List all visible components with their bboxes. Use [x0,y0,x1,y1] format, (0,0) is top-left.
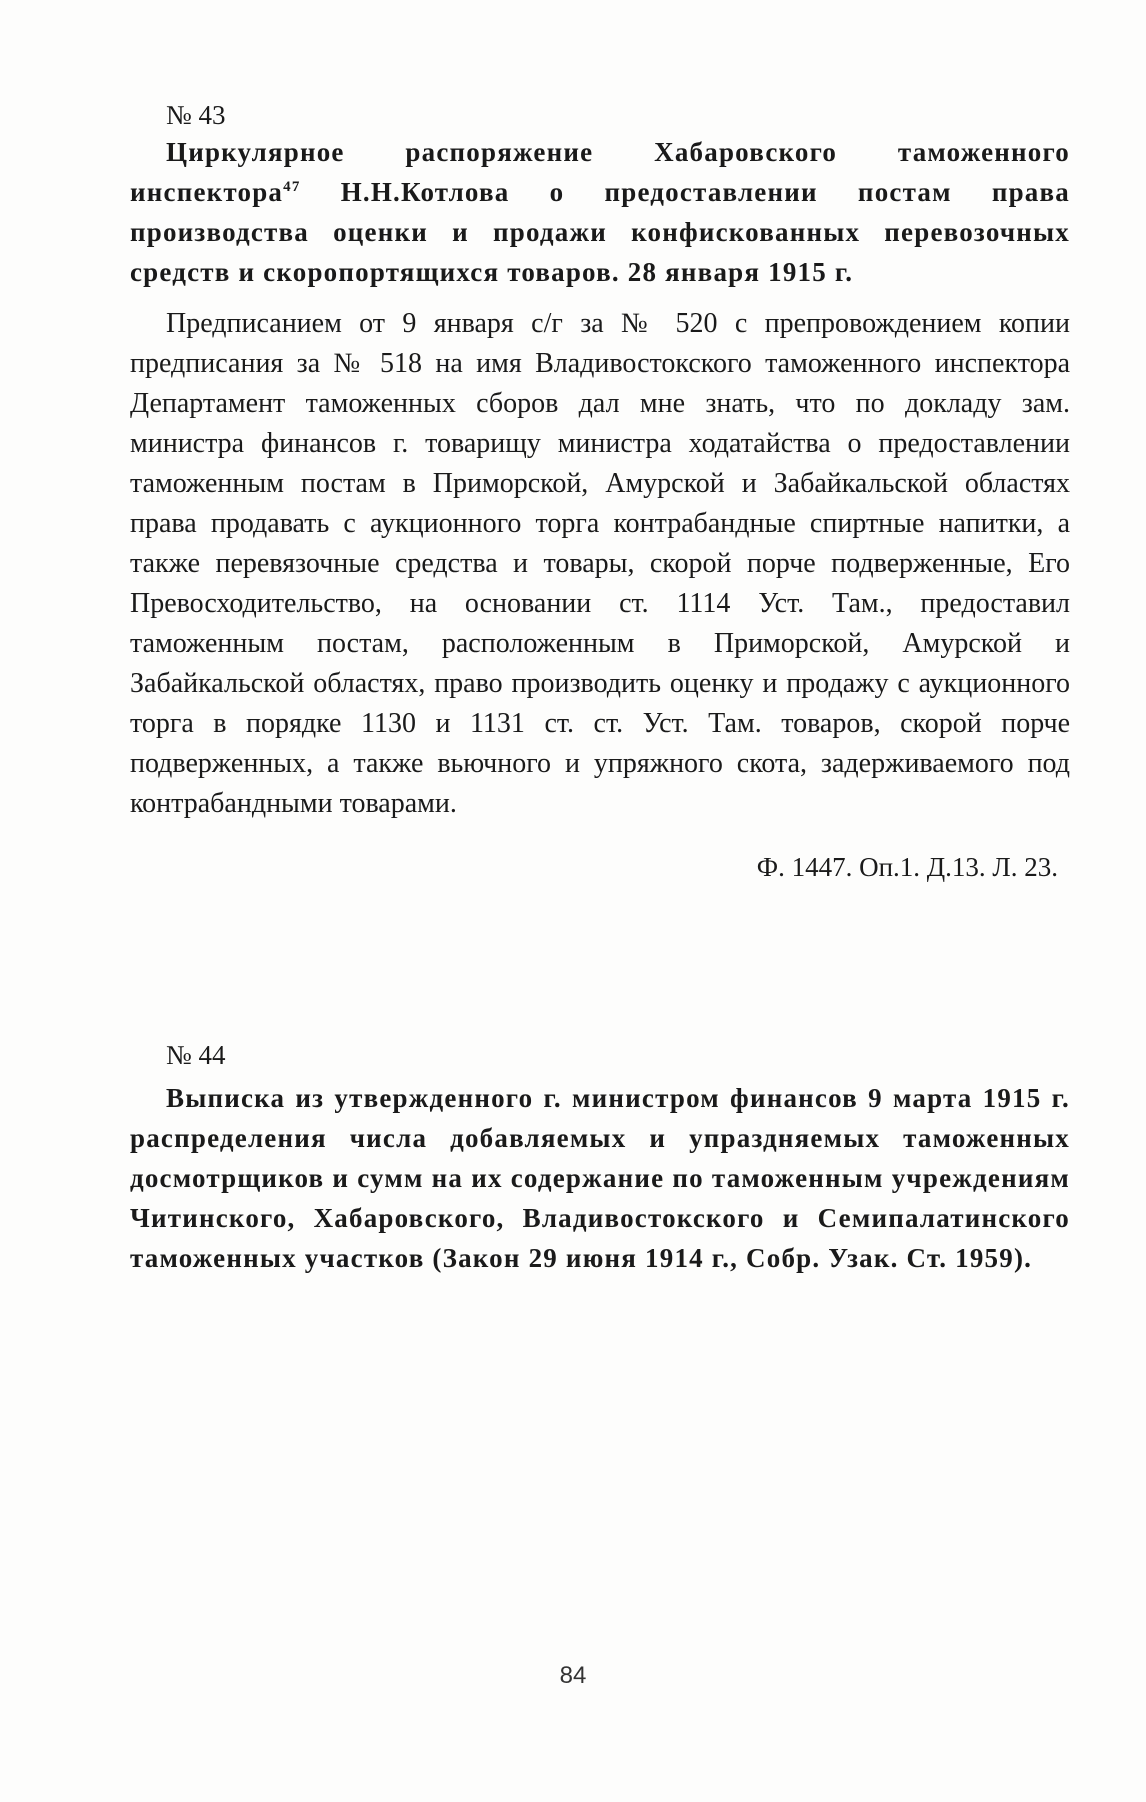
page-number: 84 [559,1662,587,1689]
document-title: Выписка из утвержденного г. министром финансов 9 марта 1915 г. распределения числа добавляемых и упраздняемых таможенных досмотрщиков и сумм на их содержание по таможенным учреждениям Читинского, Хабаровского, Владивостокского и Семипалатинского таможенных участков (Закон 29 июня 1914 г., Собр. Узак. Ст. 1959). [130,1083,1070,1273]
document-43 [130,98,1070,884]
document-44 [130,1038,1070,1278]
title-text-part2: Н.Н.Котлова о предоставлении постам права производства оценки и продажи конфискованных перевозочных средств и скоропортящихся товаров. 28 января 1915 г. [130,177,1070,287]
title-text-part1: Циркулярное распоряжение Хабаровского таможенного инспектора [130,137,1070,207]
document-number: № 44 [166,1040,226,1070]
footnote-marker: 47 [283,179,301,195]
document-body: Предписанием от 9 января с/г за № 520 с препровождением копии предписания за № 518 на имя Владивостокского таможенного инспектора Департамент таможенных сборов дал мне знать, что по докладу зам. министра финансов г. товарищу министра ходатайства о предоставлении таможенным постам в Приморской, Амурской и Забайкальской областях права продавать с аукционного торга контрабандные спиртные напитки, а также перевязочные средства и товары, скорой порче подверженные, Его Превосходительство, на основании ст. 1114 Уст. Там., предоставил таможенным постам, расположенным в Приморской, Амурской и Забайкальской областях, право производить оценку и продажу с аукционного торга в порядке 1130 и 1131 ст. ст. Уст. Там. товаров, скорой порче подверженных, а также вьючного и упряжного скота, задерживаемого под контрабандными товарами. [130,308,1070,819]
document-number: № 43 [166,100,226,130]
archive-reference: Ф. 1447. Оп.1. Д.13. Л. 23. [756,852,1058,882]
document-title [130,132,1070,292]
